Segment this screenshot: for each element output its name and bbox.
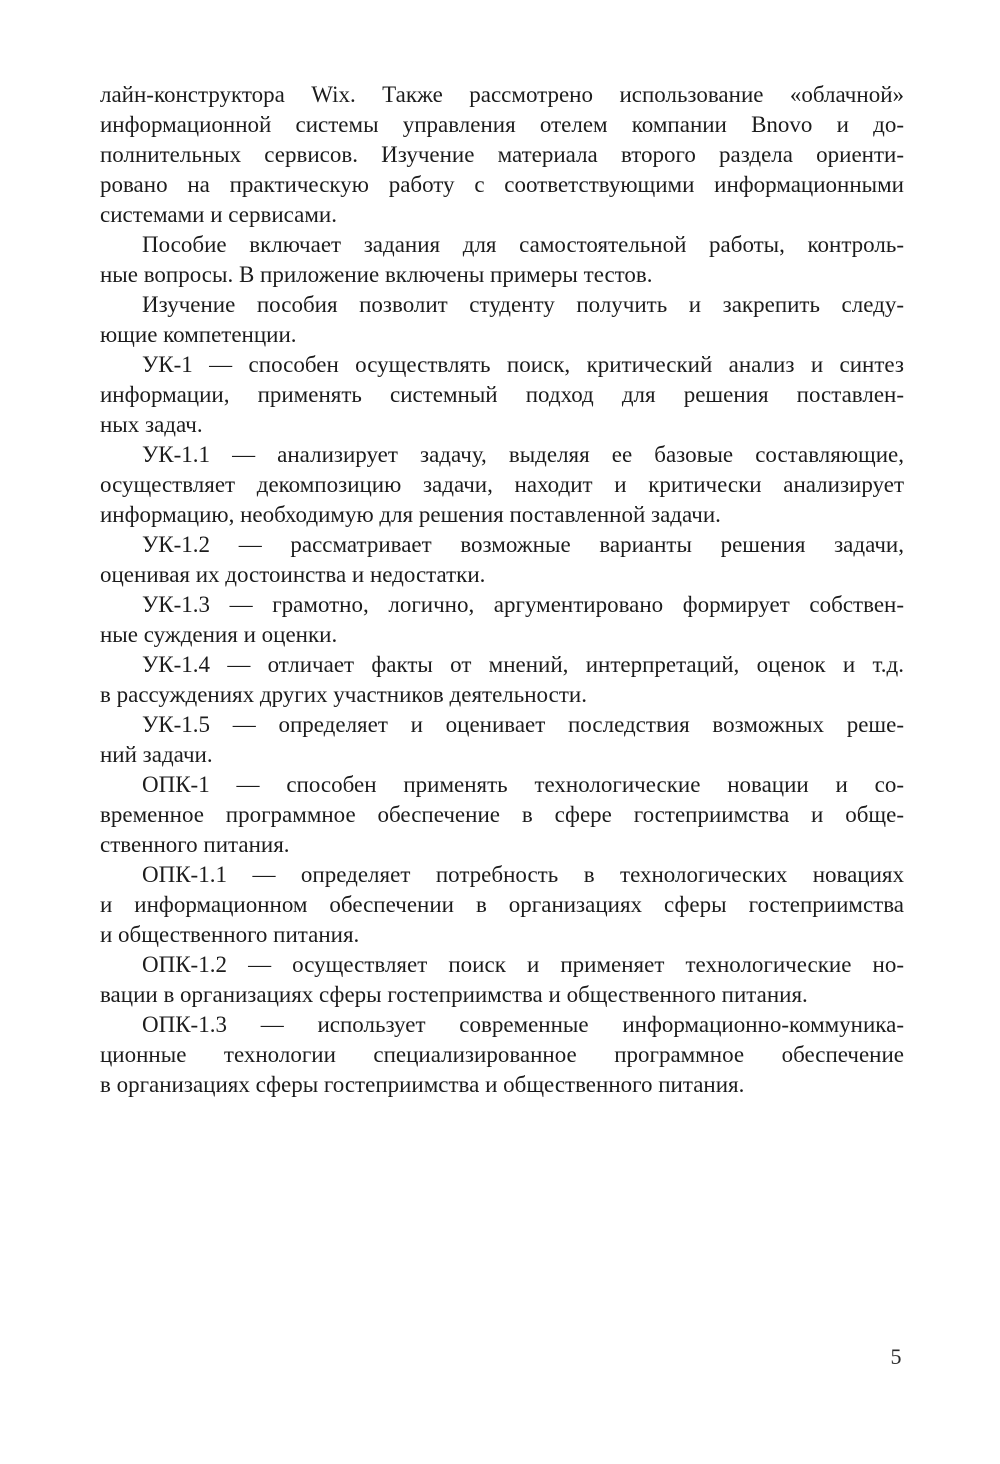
paragraph <box>100 770 904 860</box>
text-line: УК-1.5 — определяет и оценивает последствия возможных реше- <box>142 712 904 737</box>
text-line: вации в организациях сферы гостеприимства и общественного питания. <box>100 982 808 1007</box>
text-line: УК-1.2 — рассматривает возможные варианты решения задачи, <box>142 532 904 557</box>
text-line: в организациях сферы гостеприимства и общественного питания. <box>100 1072 745 1097</box>
text-line: ний задачи. <box>100 742 213 767</box>
text-line: ОПК-1.3 — использует современные информационно-коммуника- <box>142 1012 904 1037</box>
text-line: осуществляет декомпозицию задачи, находит и критически анализирует <box>100 472 904 497</box>
text-line: ющие компетенции. <box>100 322 297 347</box>
paragraph <box>100 650 904 710</box>
text-line: системами и сервисами. <box>100 202 337 227</box>
paragraph <box>100 860 904 950</box>
text-line: Пособие включает задания для самостоятельной работы, контроль- <box>142 232 904 257</box>
text-line: ные суждения и оценки. <box>100 622 338 647</box>
text-line: ОПК-1.1 — определяет потребность в технологических новациях <box>142 862 904 887</box>
text-line: ОПК-1 — способен применять технологические новации и со- <box>142 772 904 797</box>
paragraph <box>100 290 904 350</box>
paragraph <box>100 350 904 440</box>
text-line: УК-1.3 — грамотно, логично, аргументировано формирует собствен- <box>142 592 904 617</box>
text-line: в рассуждениях других участников деятельности. <box>100 682 587 707</box>
text-block <box>100 80 904 1100</box>
paragraph <box>100 1010 904 1100</box>
paragraph <box>100 590 904 650</box>
text-line: ОПК-1.2 — осуществляет поиск и применяет технологические но- <box>142 952 904 977</box>
text-line: Изучение пособия позволит студенту получить и закрепить следу- <box>142 292 904 317</box>
text-line: ных задач. <box>100 412 203 437</box>
text-line: информации, применять системный подход для решения поставлен- <box>100 382 904 407</box>
paragraph <box>100 80 904 230</box>
text-line: и общественного питания. <box>100 922 360 947</box>
text-line: ровано на практическую работу с соответствующими информационными <box>100 172 904 197</box>
paragraph <box>100 950 904 1010</box>
text-line: УК-1 — способен осуществлять поиск, критический анализ и синтез <box>142 352 904 377</box>
text-line: и информационном обеспечении в организациях сферы гостеприимства <box>100 892 904 917</box>
text-line: ционные технологии специализированное программное обеспечение <box>100 1042 904 1067</box>
text-line: УК-1.1 — анализирует задачу, выделяя ее базовые составляющие, <box>142 442 904 467</box>
paragraph <box>100 440 904 530</box>
text-line: лайн-конструктора Wix. Также рассмотрено использование «облачной» <box>100 82 904 107</box>
paragraph <box>100 230 904 290</box>
text-line: информацию, необходимую для решения поставленной задачи. <box>100 502 721 527</box>
text-line: ственного питания. <box>100 832 290 857</box>
text-line: временное программное обеспечение в сфере гостеприимства и обще- <box>100 802 904 827</box>
text-line: полнительных сервисов. Изучение материала второго раздела ориенти- <box>100 142 904 167</box>
text-line: информационной системы управления отелем компании Bnovo и до- <box>100 112 904 137</box>
text-line: оценивая их достоинства и недостатки. <box>100 562 486 587</box>
text-line: УК-1.4 — отличает факты от мнений, интерпретаций, оценок и т.д. <box>142 652 904 677</box>
page-number: 5 <box>890 1344 902 1369</box>
paragraph <box>100 710 904 770</box>
text-line: ные вопросы. В приложение включены примеры тестов. <box>100 262 653 287</box>
paragraph <box>100 530 904 590</box>
